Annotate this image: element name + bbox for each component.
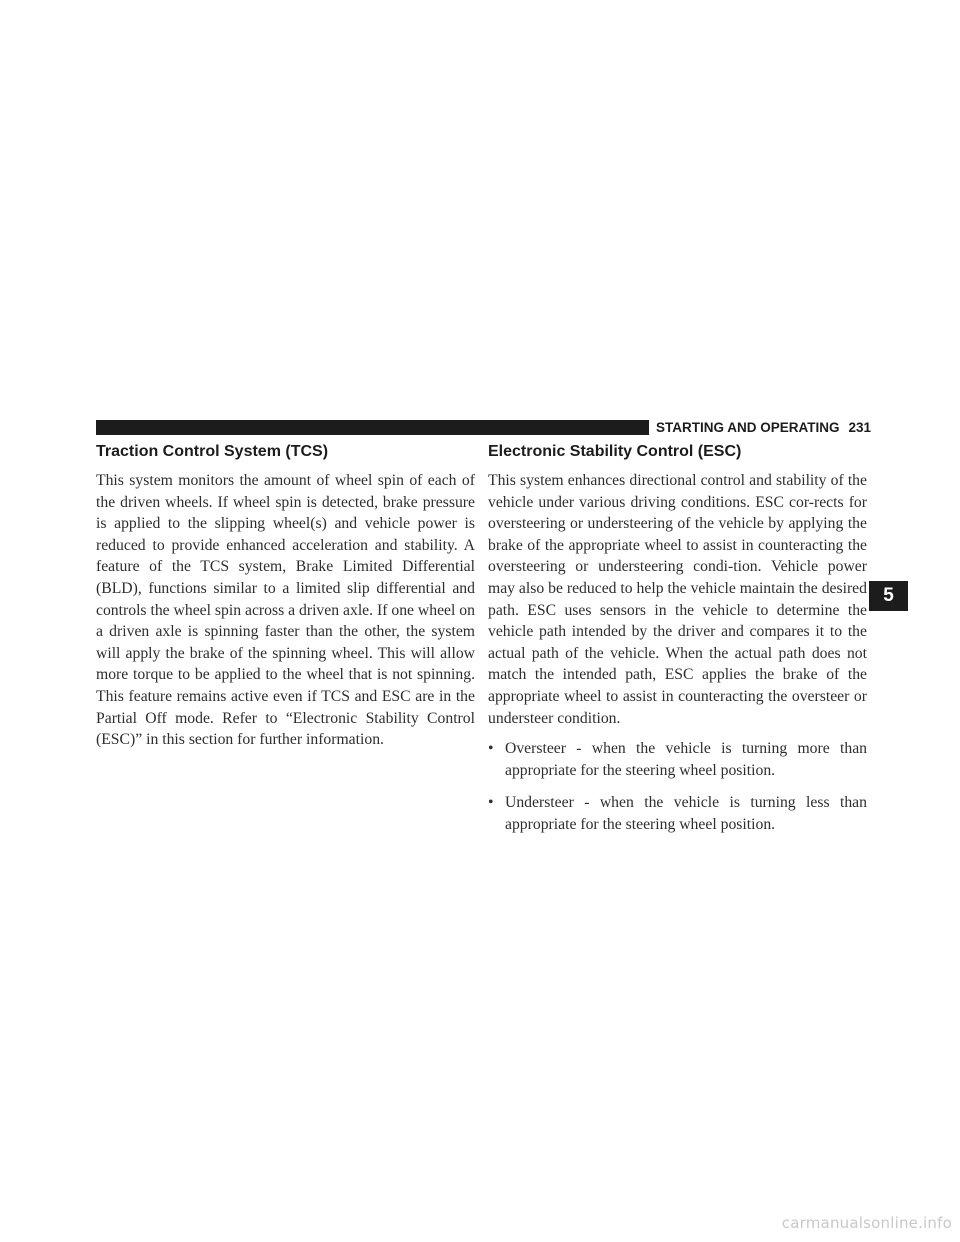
header-rule bbox=[96, 420, 649, 435]
left-column bbox=[96, 441, 475, 751]
tcs-heading: Traction Control System (TCS) bbox=[96, 443, 329, 460]
bullet-icon: • bbox=[488, 794, 494, 812]
running-header bbox=[656, 419, 872, 437]
page-number: 231 bbox=[848, 420, 872, 435]
list-item bbox=[488, 792, 867, 835]
watermark-logo: carmanualsonline.info bbox=[781, 1214, 952, 1232]
chapter-tab: 5 bbox=[869, 581, 908, 611]
bullet-icon: • bbox=[488, 740, 494, 758]
esc-bullet-list bbox=[488, 738, 867, 835]
esc-paragraph: This system enhances directional control and stability of the vehicle under various driving conditions. ESC cor-rects for oversteering or understeering of the vehicle by applying the brake of the appropriate wheel to assist in counteracting the oversteering or understeering condi-tion. Vehicle power may also be reduced to help the vehicle maintain the desired path. ESC uses sensors in the vehicle to determine the vehicle path intended by the driver and compares it to the actual path of the vehicle. When the actual path does not match the intended path, ESC applies the brake of the appropriate wheel to assist in counteracting the oversteer or understeer condition. bbox=[488, 472, 867, 727]
bullet-text-oversteer: Oversteer - when the vehicle is turning more than appropriate for the steering wheel position. bbox=[505, 740, 867, 779]
section-title: STARTING AND OPERATING bbox=[656, 420, 840, 435]
esc-heading: Electronic Stability Control (ESC) bbox=[488, 443, 742, 460]
right-column bbox=[488, 441, 867, 847]
list-item bbox=[488, 738, 867, 781]
tcs-paragraph: This system monitors the amount of wheel spin of each of the driven wheels. If wheel spin is detected, brake pressure is applied to the slipping wheel(s) and vehicle power is reduced to provide enhanced acceleration and stability. A feature of the TCS system, Brake Limited Differential (BLD), functions similar to a limited slip differential and controls the wheel spin across a driven axle. If one wheel on a driven axle is spinning faster than the other, the system will apply the brake of the spinning wheel. This will allow more torque to be applied to the wheel that is not spinning. This feature remains active even if TCS and ESC are in the Partial Off mode. Refer to “Electronic Stability Control (ESC)” in this section for further information. bbox=[96, 472, 475, 749]
bullet-text-understeer: Understeer - when the vehicle is turning less than appropriate for the steering wheel position. bbox=[505, 794, 867, 833]
